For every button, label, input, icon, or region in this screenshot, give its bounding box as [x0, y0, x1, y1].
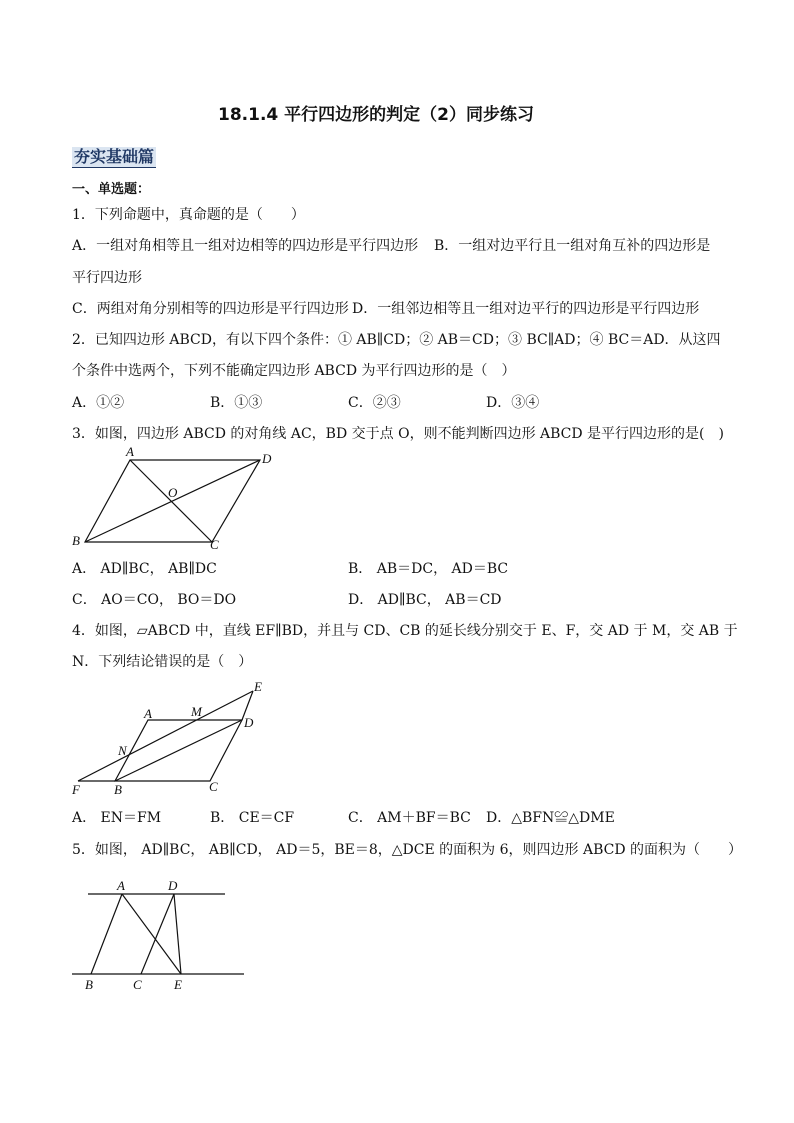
q4-option-d: D．△BFN≌△DME: [486, 810, 615, 826]
q2-option-c: C．②③: [348, 395, 401, 411]
q3-option-c: C． AO＝CO， BO＝DO: [72, 592, 237, 608]
q3-label-a: A: [126, 444, 134, 459]
q5-stem: 5．如图， AD∥BC， AB∥CD， AD＝5，BE＝8，△DCE 的面积为 6，则四边形 ABCD 的面积为（ ）: [72, 842, 743, 858]
q5-segment-ae: [122, 894, 181, 974]
q2-option-b: B．①③: [210, 395, 263, 411]
q5-label-a: A: [117, 878, 125, 893]
q1-option-c: C．两组对角分别相等的四边形是平行四边形: [72, 301, 349, 317]
q1-option-b: B．一组对边平行且一组对角互补的四边形是: [434, 238, 711, 254]
q3-label-b: B: [72, 533, 80, 548]
q3-option-d: D． AD∥BC， AB＝CD: [348, 592, 502, 608]
q5-segment-ab: [91, 894, 122, 974]
q5-figure: [70, 872, 250, 997]
q3-label-o: O: [168, 485, 178, 500]
q4-option-a: A． EN＝FM: [72, 810, 162, 826]
q5-label-b: B: [85, 977, 93, 992]
q4-label-d: D: [244, 715, 254, 730]
q3-option-a: A． AD∥BC， AB∥DC: [72, 561, 217, 577]
q4-label-n: N: [118, 743, 127, 758]
q2-stem-line2: 个条件中选两个，下列不能确定四边形 ABCD 为平行四边形的是（ ）: [72, 363, 516, 379]
q2-stem-line1: 2．已知四边形 ABCD，有以下四个条件：① AB∥CD；② AB＝CD；③ BC∥AD；④ BC＝AD．从这四: [72, 332, 721, 348]
q3-label-c: C: [210, 537, 219, 552]
q3-label-d: D: [262, 451, 272, 466]
q4-stem-line1: 4．如图，▱ABCD 中，直线 EF∥BD，并且与 CD、CB 的延长线分别交于 E、F，交 AD 于 M，交 AB 于: [72, 623, 738, 639]
part-heading: 一、单选题：: [72, 182, 151, 197]
q5-label-e: E: [174, 977, 182, 992]
q2-option-d: D．③④: [486, 395, 540, 411]
q3-diagonal-bd: [85, 460, 260, 542]
q4-label-a: A: [144, 706, 152, 721]
q4-label-e: E: [254, 679, 262, 694]
q3-figure-parallelogram: [70, 446, 285, 556]
q4-label-c: C: [209, 779, 218, 794]
q3-stem: 3．如图，四边形 ABCD 的对角线 AC，BD 交于点 O，则不能判断四边形 ABCD 是平行四边形的是( ): [72, 426, 724, 442]
q1-option-a: A．一组对角相等且一组对边相等的四边形是平行四边形: [72, 238, 419, 254]
q1-stem: 1．下列命题中，真命题的是（ ）: [72, 207, 305, 223]
q4-label-f: F: [72, 782, 80, 797]
q4-label-b: B: [114, 782, 122, 797]
q4-option-b: B． CE＝CF: [210, 810, 295, 826]
q4-stem-line2: N．下列结论错误的是（ ）: [72, 654, 253, 670]
q4-option-c: C． AM＋BF＝BC: [348, 810, 471, 826]
q1-option-d: D．一组邻边相等且一组对边平行的四边形是平行四边形: [352, 301, 700, 317]
q5-label-d: D: [168, 878, 178, 893]
q5-label-c: C: [133, 977, 142, 992]
q4-figure-parallelogram: [70, 676, 270, 796]
q3-option-b: B． AB＝DC， AD＝BC: [348, 561, 509, 577]
q3-diagonal-ac: [130, 460, 212, 542]
q1-option-b-continued: 平行四边形: [72, 270, 142, 286]
section-heading: 夯实基础篇: [74, 147, 155, 166]
q5-segment-de: [174, 894, 181, 974]
q4-label-m: M: [191, 704, 202, 719]
q4-line-ef: [78, 691, 253, 781]
q5-segment-dc: [141, 894, 174, 974]
q2-option-a: A．①②: [72, 395, 125, 411]
page-title: 18.1.4 平行四边形的判定（2）同步练习: [218, 105, 534, 125]
